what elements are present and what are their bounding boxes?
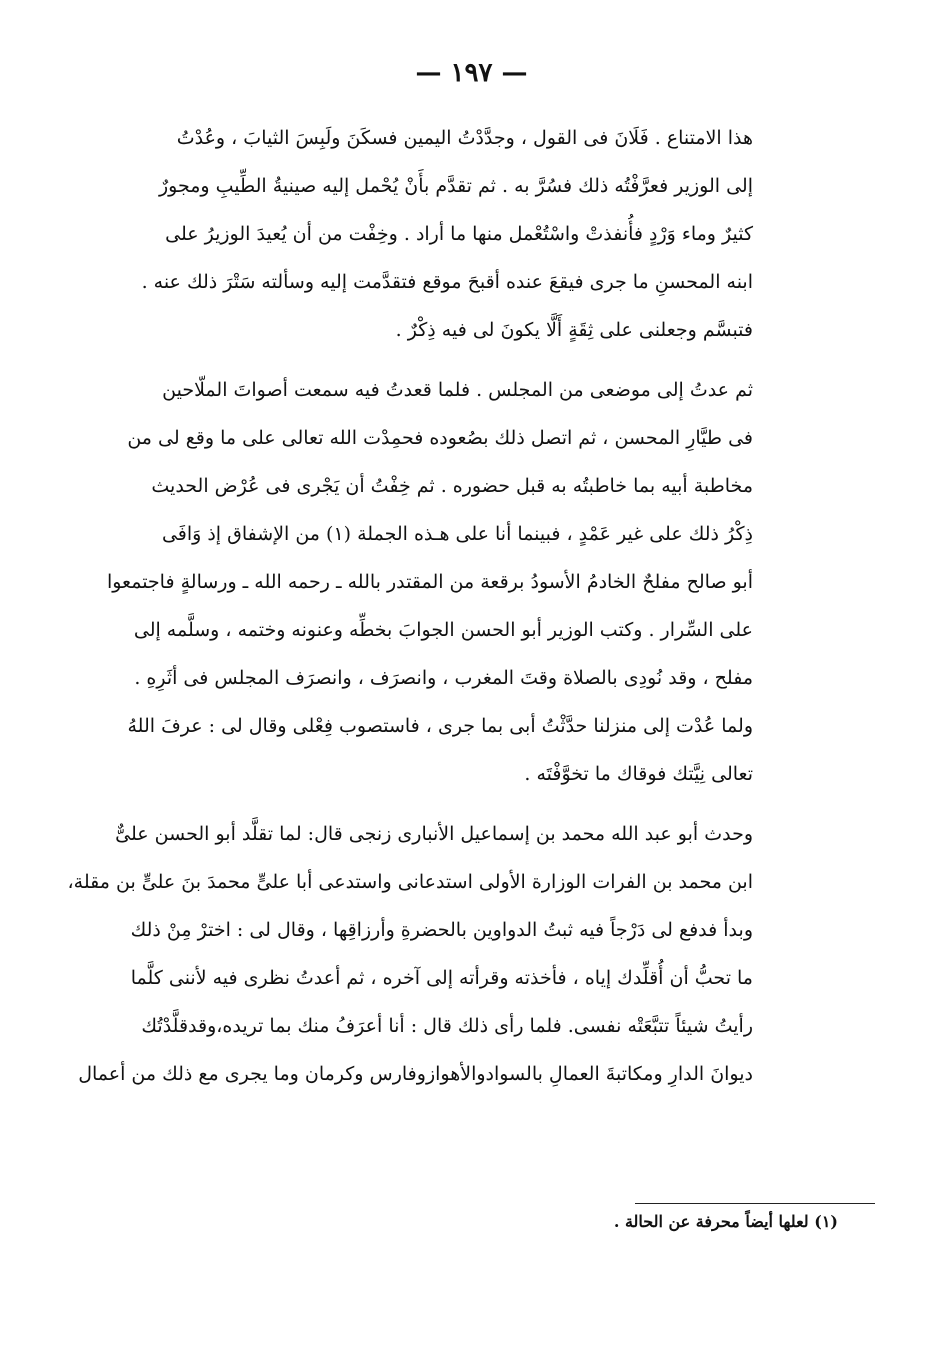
paragraph-gap xyxy=(188,354,753,366)
text-line: رأيتُ شيئاً تتبَّعَتْه نفسى. فلما رأى ذلك قال : أنا أعرَفُ منك بما تريده،وقدقلَّدْتُك xyxy=(141,1015,753,1037)
text-line: وحدث أبو عبد الله محمد بن إسماعيل الأنبارى زنجى قال: لما تقلَّد أبو الحسن علىٌّ xyxy=(115,823,753,845)
text-line: فتبسَّم وجعلنى على ثِقَةٍ أَلَّا يكونَ لى فيه ذِكْرٌ . xyxy=(395,319,753,341)
text-line: ثم عدتُ إلى موضعى من المجلس . فلما قعدتُ فيه سمعت أصواتَ الملّاحين xyxy=(162,379,753,401)
paragraph-2 xyxy=(106,366,753,798)
footnote: (١) لعلها أيضاً محرفة عن الحالة . xyxy=(613,1212,838,1231)
text-line: ابن محمد بن الفرات الوزارة الأولى استدعانى واستدعى أبا علىٍّ محمدَ بنَ علىٍّ بن مقلة، xyxy=(67,871,753,893)
text-line: هذا الامتناع . فَلَانَ فى القول ، وجدَّدْتُ اليمين فسكَنَ ولَبِسَ الثيابَ ، وعُدْتُ xyxy=(176,127,753,149)
body-text xyxy=(67,114,753,1098)
text-line: ما تحبُّ أن أُقلِّدك إياه ، فأخذته وقرأته إلى آخره ، ثم أعدتُ نظرى فيه لأننى كلَّما xyxy=(130,967,753,989)
text-line: ذِكْرُ ذلك على غير عَمْدٍ ، فبينما أنا على هـذه الجملة (١) من الإشفاق إذ وَافَى xyxy=(161,523,753,545)
text-line: مفلح ، وقد نُودِى بالصلاة وقتَ المغرب ، وانصرَف ، وانصرَف المجلس فى أثَرِهِ . xyxy=(134,667,753,689)
text-line: ابنه المحسنِ ما جرى فيقعَ عنده أقبحَ موقع فتقدَّمت إليه وسألته سَتْرَ ذلك عنه . xyxy=(141,271,753,293)
footnote-divider xyxy=(635,1203,875,1204)
text-line: ولما عُدْت إلى منزلنا حدَّثْتُ أبى بما جرى ، فاستصوب فِعْلى وقال لى : عرفَ اللهُ xyxy=(127,715,753,737)
text-line: إلى الوزير فعرَّفْتُه ذلك فسُرَّ به . ثم تقدَّم بأَنْ يُحْمل إليه صينيةُ الطِّيبِ ومجورٌ xyxy=(158,175,753,197)
text-line: ديوانَ الدارِ ومكاتبةَ العمالِ بالسوادوالأهوازوفارس وكرمان وما يجرى مع ذلك من أعمال xyxy=(78,1063,753,1085)
paragraph-gap xyxy=(188,798,753,810)
page-number: — ١٩٧ — xyxy=(415,58,528,88)
text-line: فى طيَّارِ المحسن ، ثم اتصل ذلك بصُعوده فحمِدْت الله تعالى على ما وقع لى من xyxy=(127,427,753,449)
text-line: على السِّرار . وكتب الوزير أبو الحسن الجوابَ بخطِّه وعنونه وختمه ، وسلَّمه إلى xyxy=(133,619,753,641)
text-line: أبو صالح مفلحٌ الخادمُ الأسودُ برقعة من المقتدر بالله ـ رحمه الله ـ ورسالةٍ فاجتمعوا xyxy=(106,571,753,593)
paragraph-1 xyxy=(141,114,753,354)
text-line: وبدأ فدفع لى دَرْجاً فيه ثبتُ الدواوين بالحضرةِ وأرزاقِها ، وقال لى : اخترْ مِنْ ذلك xyxy=(130,919,753,941)
text-line: كثيرٌ وماء وَرْدٍ فأُنفذتْ واسْتُعْمل منها ما أراد . وخِفْت من أن يُعيدَ الوزيرُ على xyxy=(165,223,753,245)
text-line: مخاطبة أبيه بما خاطبتُه به قبل حضوره . ثم خِفْتُ أن يَجْرى فى عُرْض الحديث xyxy=(151,475,753,497)
paragraph-3 xyxy=(67,810,753,1098)
text-line: تعالى نِيَّتك فوقاك ما تخوَّفْتَه . xyxy=(524,763,753,785)
